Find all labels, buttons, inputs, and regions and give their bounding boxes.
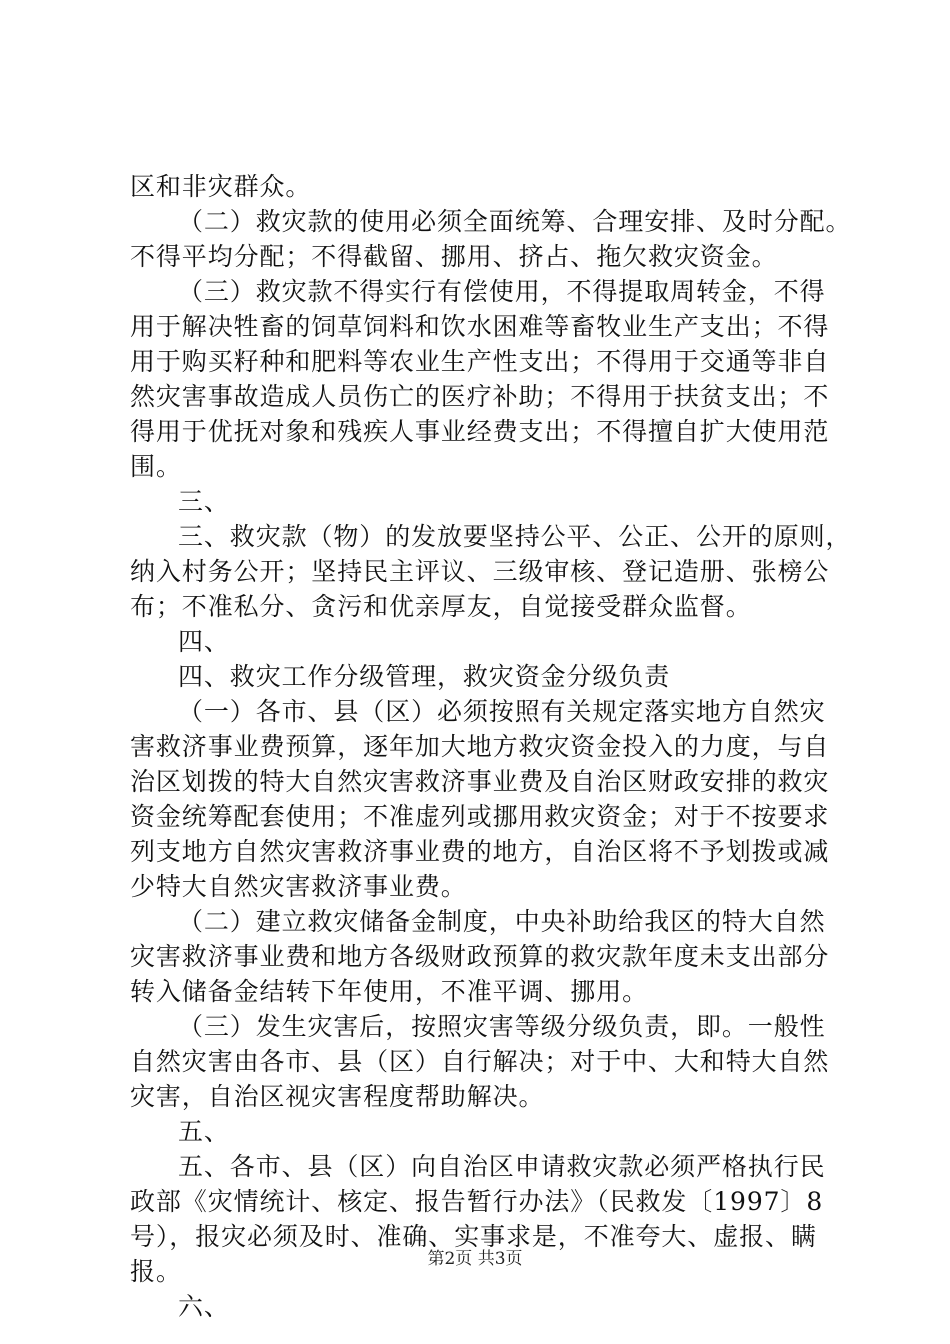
text-line: 区和非灾群众。 [130, 172, 312, 201]
text-line: （一）各市、县（区）必须按照有关规定落实地方自然灾 [178, 697, 826, 726]
text-line: 不得平均分配；不得截留、挪用、挤占、拖欠救灾资金。 [130, 242, 778, 271]
text-line: （三）救灾款不得实行有偿使用，不得提取周转金，不得 [178, 277, 826, 306]
text-line: 得用于优抚对象和残疾人事业经费支出；不得擅自扩大使用范 [130, 417, 830, 446]
text-line: 布；不准私分、贪污和优亲厚友，自觉接受群众监督。 [130, 592, 752, 621]
text-line: 少特大自然灾害救济事业费。 [130, 872, 467, 901]
text-line: 用于购买籽种和肥料等农业生产性支出；不得用于交通等非自 [130, 347, 830, 376]
text-line: 然灾害事故造成人员伤亡的医疗补助；不得用于扶贫支出；不 [130, 382, 830, 411]
section-heading: 五、 [178, 1117, 230, 1146]
text-line: 报。 [130, 1257, 182, 1286]
text-line: 灾害，自治区视灾害程度帮助解决。 [130, 1082, 545, 1111]
text-line: 自然灾害由各市、县（区）自行解决；对于中、大和特大自然 [130, 1047, 830, 1076]
text-line: 灾害救济事业费和地方各级财政预算的救灾款年度未支出部分 [130, 942, 830, 971]
text-line: 纳入村务公开；坚持民主评议、三级审核、登记造册、张榜公 [130, 557, 830, 586]
text-line: 用于解决牲畜的饲草饲料和饮水困难等畜牧业生产支出；不得 [130, 312, 830, 341]
text-line: 四、救灾工作分级管理，救灾资金分级负责 [178, 662, 671, 691]
text-line: 治区划拨的特大自然灾害救济事业费及自治区财政安排的救灾 [130, 767, 830, 796]
text-line: 五、各市、县（区）向自治区申请救灾款必须严格执行民 [178, 1152, 826, 1181]
text-line: 号），报灾必须及时、准确、实事求是，不准夸大、虚报、瞒 [130, 1222, 817, 1251]
text-line: 政部《灾情统计、核定、报告暂行办法》（民救发〔1997〕8 [130, 1187, 824, 1216]
section-heading: 六、 [178, 1292, 230, 1321]
text-line: 害救济事业费预算，逐年加大地方救灾资金投入的力度，与自 [130, 732, 830, 761]
text-line: 资金统筹配套使用；不准虚列或挪用救灾资金；对于不按要求 [130, 802, 830, 831]
text-line: （二）救灾款的使用必须全面统筹、合理安排、及时分配。 [178, 207, 852, 236]
section-heading: 三、 [178, 487, 230, 516]
section-heading: 四、 [178, 627, 230, 656]
page-number-footer: 第2页 共3页 [427, 1249, 523, 1269]
text-line: 转入储备金结转下年使用，不准平调、挪用。 [130, 977, 649, 1006]
text-line: （二）建立救灾储备金制度，中央补助给我区的特大自然 [178, 907, 826, 936]
text-line: （三）发生灾害后，按照灾害等级分级负责，即。一般性 [178, 1012, 826, 1041]
text-line: 列支地方自然灾害救济事业费的地方，自治区将不予划拨或减 [130, 837, 830, 866]
text-line: 三、救灾款（物）的发放要坚持公平、公正、公开的原则， [178, 522, 852, 551]
text-line: 围。 [130, 452, 182, 481]
